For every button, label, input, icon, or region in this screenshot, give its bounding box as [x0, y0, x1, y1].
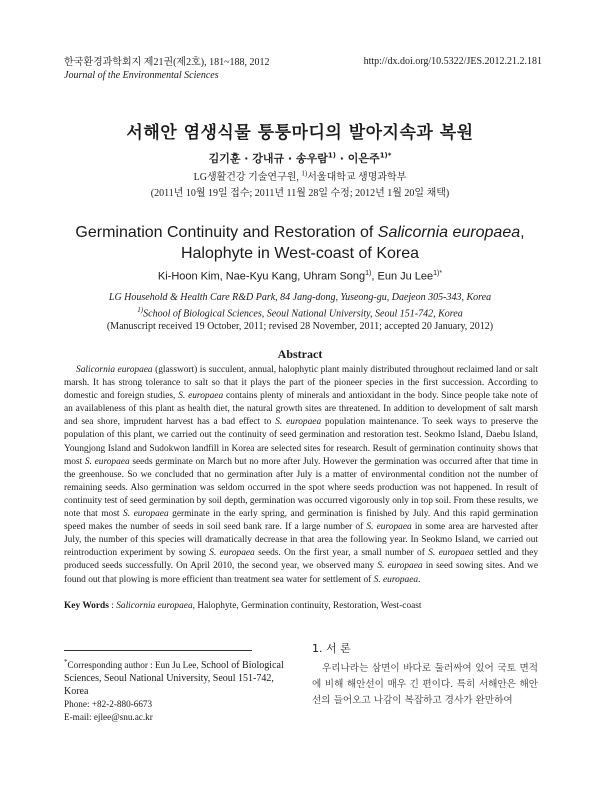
- english-dates: (Manuscript received 19 October, 2011; revised 28 November, 2011; accepted 20 January, 2012): [106, 321, 494, 332]
- journal-name: Journal of the Environmental Sciences: [64, 70, 219, 81]
- introduction-heading: 1. 서 론: [312, 642, 351, 655]
- journal-header: [64, 56, 270, 82]
- korean-dates: (2011년 10월 19일 접수; 2011년 11월 28일 수정; 2012년 1월 20일 채택): [150, 188, 450, 199]
- korean-title: 서해안 염생식물 퉁퉁마디의 발아지속과 복원: [126, 123, 474, 143]
- footnote-divider: [64, 650, 252, 651]
- corresponding-author-footnote: *Corresponding author : Eun Ju Lee, School of Biological Sciences, Seoul National University, Seoul 151-742, Korea Phone: +82-2-880-6673 E-mail: ejlee@snu.ac.kr: [64, 656, 300, 724]
- english-title: Germination Continuity and Restoration of Salicornia europaea, Halophyte in West-coast of Korea: [75, 224, 525, 262]
- doi-link[interactable]: http://dx.doi.org/10.5322/JES.2012.21.2.181: [363, 56, 542, 67]
- journal-citation-ko: 한국환경과학회지 제21권(제2호), 181~188, 2012: [64, 57, 270, 68]
- english-affiliations: [0, 291, 600, 320]
- abstract-body: Salicornia europaea (glasswort) is succulent, annual, halophytic plant mainly distributed throughout reclaimed land or salt marsh. It has strong tolerance to salt so that it plays the part of the pioneer species in the first succession. According to domestic and foreign studies, S. europaea contains plenty of minerals and antioxidant in the body. Since people take note of an availableness of this plant as health diet, the natural growth sites are threatened. In addition to development of salt marsh and sea shore, imprudent harvest has a bad effect to S. europaea population maintenance. To seek ways to preserve the population of this plant, we carried out the continuity of seed germination and restoration test. Seokmo Island, Daebu Island, Youngjong Island and Sudokwon landfill in Korea are selected sites for research. Result of germination continuity shows that most S. europaea seeds germinate on March but no more after July. However the germination was occurred after that time in the greenhouse. So we concluded that no germination after July is a matter of environmental condition not the number of remaining seeds. Also germination was seldom occurred in the spot where seeds production was not happened. In result of continuity test of seed germination by soil depth, germination was occurred vigorously only in top soil. From these results, we note that most S. europaea germinate in the early spring, and germination is finished by July. And this rapid germination speed makes the number of seeds in soil seed bank rare. If a large number of S. europaea in some area are harvested after July, the number of this species will dramatically decrease in that area the following year. In Seokmo Island, we carried out reintroduction experiment by sowing S. europaea seeds. On the first year, a small number of S. europaea settled and they produced seeds successfully. On April 2010, the second year, we observed many S. europaea in seed sowing sites. And we found out that plowing is more efficient than treatment sea water for settlement of S. europaea.: [64, 365, 539, 585]
- korean-affiliation: LG생활건강 기술연구원, $^{1)}$서울대학교 생명과학부: [193, 169, 407, 183]
- introduction-body: 우리나라는 삼면이 바다로 둘러싸여 있어 국토 면적에 비해 해안선이 매우 긴 편이다. 특히 서해안은 해안선의 들어오고 나감이 복잡하고 경사가 완만하여: [312, 663, 538, 706]
- english-authors: Ki-Hoon Kim, Nae-Kyu Kang, Uhram Song$^{1)}$, Eun Ju Lee$^{1)*}$: [157, 270, 443, 283]
- key-words: Key Words : Salicornia europaea, Halophyte, Germination continuity, Restoration, West-coast: [64, 601, 422, 611]
- affiliation-lg: LG Household & Health Care R&D Park, 84 Jang-dong, Yuseong-gu, Daejeon 305-343, Korea: [108, 292, 492, 303]
- abstract-heading: Abstract: [277, 347, 323, 361]
- affiliation-snu: $^{1)}$School of Biological Sciences, Seoul National University, Seoul 151-742, Korea: [137, 306, 463, 320]
- author-phone: Phone: +82-2-880-6673: [64, 699, 153, 710]
- author-email[interactable]: E-mail: ejlee@snu.ac.kr: [64, 712, 153, 723]
- korean-authors: 김기훈 · 강내규 · 송우람$^{1)}$ · 이은주$^{1)*}$: [208, 151, 392, 165]
